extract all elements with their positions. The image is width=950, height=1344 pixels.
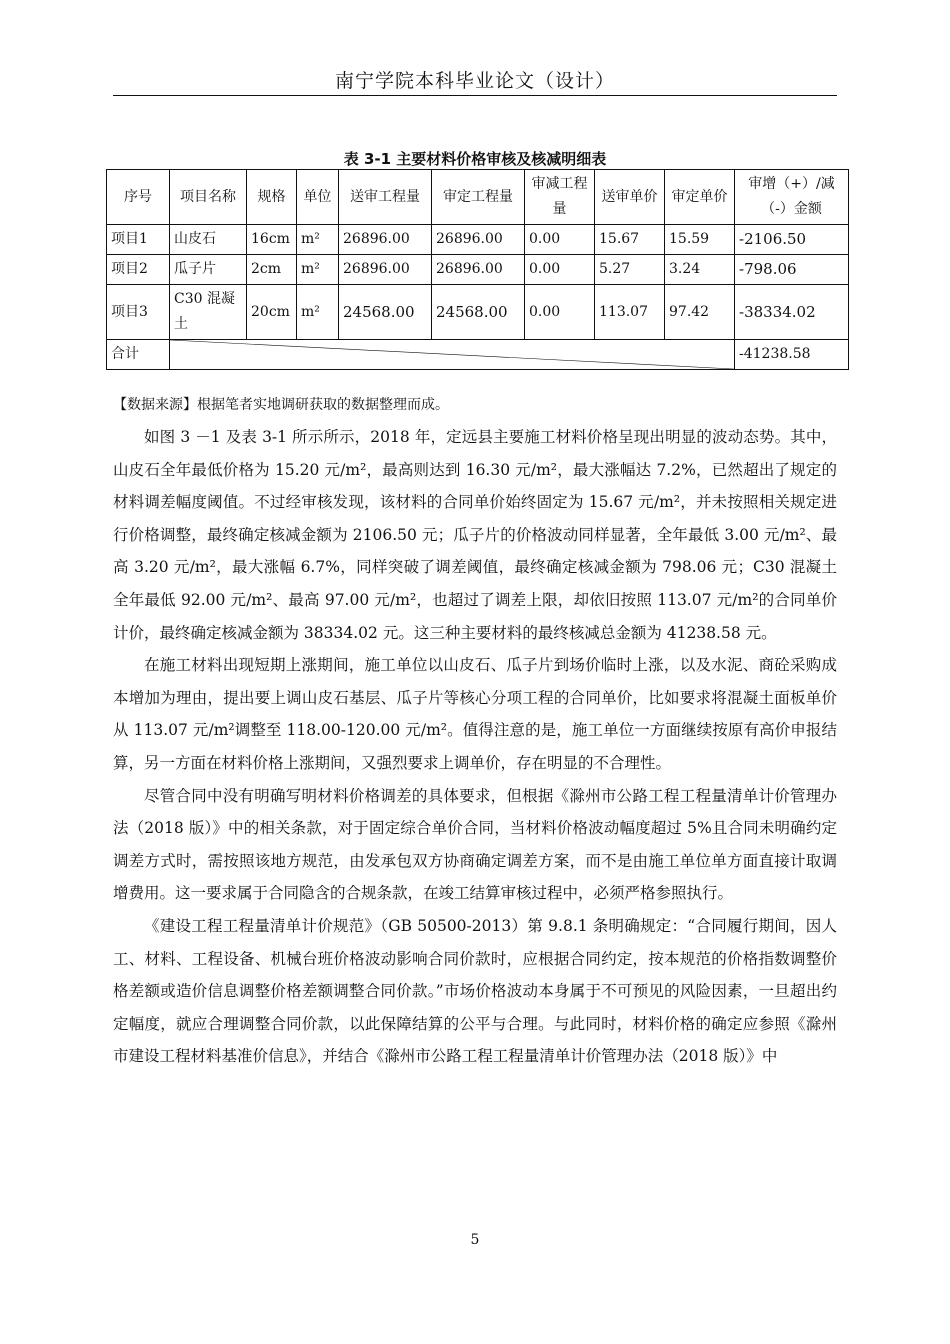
table-cell: m²: [297, 225, 339, 255]
table-cell: -38334.02: [735, 285, 849, 340]
header-cell: 送审单价: [595, 170, 665, 225]
table-cell: 瓜子片: [170, 255, 247, 285]
header-cell: 序号: [107, 170, 170, 225]
table-cell: 26896.00: [432, 225, 525, 255]
paragraph: 尽管合同中没有明确写明材料价格调差的具体要求，但根据《滁州市公路工程工程量清单计价管理办法（2018 版）》中的相关条款，对于固定综合单价合同，当材料价格波动幅度超过 5%且合同未明确约定调差方式时，需按照该地方规范，由发承包双方协商确定调差方案，而不是由施工单位单方面直接计取调增费用。这一要求属于合同隐含的合规条款，在竣工结算审核过程中，必须严格参照执行。: [113, 786, 837, 903]
header-rule: [113, 95, 837, 96]
table-cell: m²: [297, 285, 339, 340]
header-cell: 审定工程量: [432, 170, 525, 225]
table-cell: C30 混凝土: [170, 285, 247, 340]
table-cell: 16cm: [247, 225, 297, 255]
table-row: [107, 285, 849, 340]
table-caption: 表 3-1 主要材料价格审核及核减明细表: [343, 150, 607, 168]
header-cell: 审定单价: [665, 170, 735, 225]
total-value-cell: -41238.58: [735, 340, 849, 370]
table-row: [107, 225, 849, 255]
header-cell: 规格: [247, 170, 297, 225]
paragraph: 如图 3 －1 及表 3-1 所示所示，2018 年，定远县主要施工材料价格呈现出明显的波动态势。其中，山皮石全年最低价格为 15.20 元/m²，最高则达到 16.30 元/m²，最大涨幅达 7.2%，已然超出了规定的材料调差幅度阈值。不过经审核发现，该材料的合同单价始终固定为 15.67 元/m²，并未按照相关规定进行价格调整，最终确定核减金额为 2106.50 元；瓜子片的价格波动同样显著，全年最低 3.00 元/m²、最高 3.20 元/m²，最大涨幅 6.7%，同样突破了调差阈值，最终确定核减金额为 798.06 元；C30 混凝土全年最低 92.00 元/m²、最高 97.00 元/m²，也超过了调差上限，却依旧按照 113.07 元/m²的合同单价计价，最终确定核减金额为 38334.02 元。这三种主要材料的最终核减总金额为 41238.58 元。: [113, 428, 837, 642]
table-cell: 5.27: [595, 255, 665, 285]
table-cell: 山皮石: [170, 225, 247, 255]
header-cell: 审增（+）/减（-）金额: [735, 170, 849, 225]
header-cell: 送审工程量: [339, 170, 432, 225]
header-cell: 审减工程量: [525, 170, 595, 225]
paragraph: 在施工材料出现短期上涨期间，施工单位以山皮石、瓜子片到场价临时上涨，以及水泥、商砼采购成本增加为理由，提出要上调山皮石基层、瓜子片等核心分项工程的合同单价，比如要求将混凝土面板单价从 113.07 元/m²调整至 118.00-120.00 元/m²。值得注意的是，施工单位一方面继续按原有高价申报结算，另一方面在材料价格上涨期间，又强烈要求上调单价，存在明显的不合理性。: [113, 656, 837, 772]
table-total-row: [107, 340, 849, 370]
diagonal-line: [170, 340, 734, 369]
table-cell: 3.24: [665, 255, 735, 285]
table-cell: 项目2: [107, 255, 170, 285]
paragraph: 《建设工程工程量清单计价规范》（GB 50500-2013）第 9.8.1 条明确规定：“合同履行期间，因人工、材料、工程设备、机械台班价格波动影响合同价款时，应根据合同约定，按本规范的价格指数调整价格差额或造价信息调整价格差额调整合同价款。”市场价格波动本身属于不可预见的风险因素，一旦超出约定幅度，就应合理调整合同价款，以此保障结算的公平与合理。与此同时，材料价格的确定应参照《滁州市建设工程材料基准价信息》，并结合《滁州市公路工程工程量清单计价管理办法（2018 版）》中: [113, 916, 837, 1066]
table-cell: 项目3: [107, 285, 170, 340]
table-cell: 26896.00: [339, 255, 432, 285]
table-cell: 24568.00: [432, 285, 525, 340]
table-cell: 15.59: [665, 225, 735, 255]
table-cell: 0.00: [525, 285, 595, 340]
table-cell: 97.42: [665, 285, 735, 340]
table-header-row: [107, 170, 849, 225]
total-label-cell: 合计: [107, 340, 170, 370]
table-cell: 26896.00: [339, 225, 432, 255]
table-cell: m²: [297, 255, 339, 285]
body-text: [113, 421, 837, 1073]
table-cell: 24568.00: [339, 285, 432, 340]
data-source-note: 【数据来源】根据笔者实地调研获取的数据整理而成。: [113, 397, 449, 413]
header-cell: 项目名称: [170, 170, 247, 225]
table-cell: 2cm: [247, 255, 297, 285]
table-row: [107, 255, 849, 285]
table-cell: 20cm: [247, 285, 297, 340]
table-cell: 113.07: [595, 285, 665, 340]
table-cell: -798.06: [735, 255, 849, 285]
header-cell: 单位: [297, 170, 339, 225]
material-price-table: [106, 169, 849, 370]
page-number: 5: [470, 1232, 480, 1248]
diagonal-blank-cell: [170, 340, 735, 370]
table-cell: -2106.50: [735, 225, 849, 255]
table-cell: 15.67: [595, 225, 665, 255]
table-cell: 0.00: [525, 225, 595, 255]
table-cell: 0.00: [525, 255, 595, 285]
page-header-title: 南宁学院本科毕业论文（设计）: [334, 70, 615, 92]
table-cell: 26896.00: [432, 255, 525, 285]
table-cell: 项目1: [107, 225, 170, 255]
